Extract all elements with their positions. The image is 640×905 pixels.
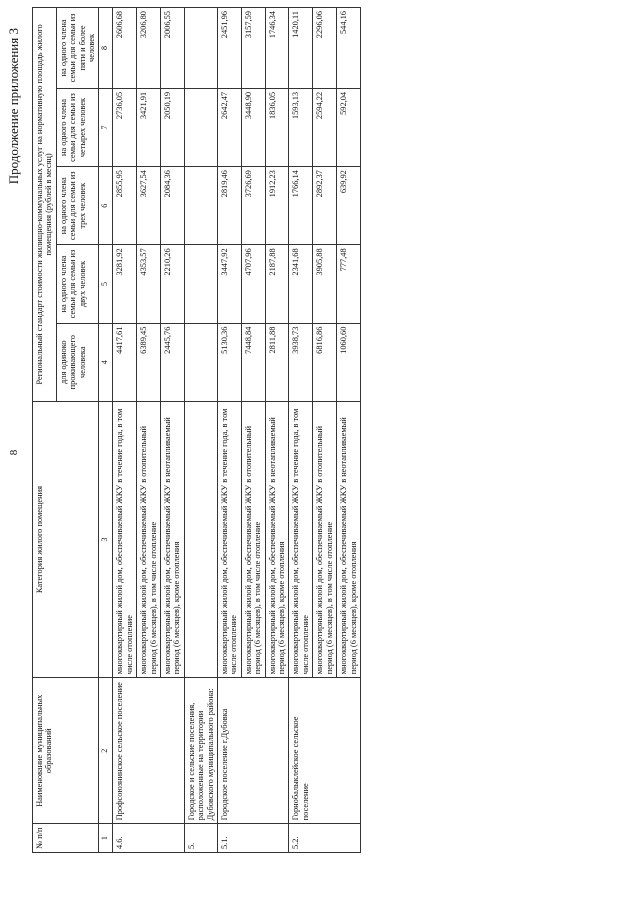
value-cell: 2341,68 xyxy=(289,245,313,323)
header-family-4: на одного члена семьи для семьи из четырех человек xyxy=(56,88,99,166)
value-cell: 3206,80 xyxy=(137,8,161,89)
category-cell: многоквартирный жилой дом, обеспечиваемый ЖКУ в течение года, в том числе отопление xyxy=(218,401,242,677)
value-cell: 1836,05 xyxy=(265,88,289,166)
header-category: Категория жилого помещения xyxy=(33,401,99,677)
value-cell: 639,92 xyxy=(337,167,361,245)
section-number: 5. xyxy=(184,824,217,853)
value-cell: 3905,88 xyxy=(313,245,337,323)
header-family-5: на одного члена семьи для семьи из пяти и более человек xyxy=(56,8,99,89)
section-title: Городское и сельские поселения, расположенные на территории Дубовского муниципального района: xyxy=(184,678,217,824)
value-cell: 5130,36 xyxy=(218,323,242,401)
column-index: 3 xyxy=(99,401,113,677)
value-cell: 544,16 xyxy=(337,8,361,89)
value-cell: 1060,60 xyxy=(337,323,361,401)
value-cell: 2296,06 xyxy=(313,8,337,89)
municipality-name: Профсоюзнинское сельское поселение xyxy=(113,678,184,824)
row-number: 5.1. xyxy=(218,824,289,853)
value-cell: 2811,88 xyxy=(265,323,289,401)
value-cell: 2084,36 xyxy=(161,167,185,245)
value-cell: 3938,73 xyxy=(289,323,313,401)
header-standard-group: Региональный стандарт стоимости жилищно-коммунальных услуг на нормативную площадь жилого помещения (рублей в месяц) xyxy=(33,8,57,402)
category-cell: многоквартирный жилой дом, обеспечиваемый ЖКУ в неотапливаемый период (6 месяцев), кроме отопления xyxy=(265,401,289,677)
value-cell: 7448,84 xyxy=(241,323,265,401)
table-row xyxy=(289,8,313,853)
value-cell: 2445,76 xyxy=(161,323,185,401)
value-cell: 2736,05 xyxy=(113,88,137,166)
value-cell: 3281,92 xyxy=(113,245,137,323)
value-cell: 6389,45 xyxy=(137,323,161,401)
header-num: № п/п xyxy=(33,824,99,853)
section-row xyxy=(184,8,217,853)
category-cell: многоквартирный жилой дом, обеспечиваемый ЖКУ в отопительный период (6 месяцев), в том числе отопление xyxy=(137,401,161,677)
value-cell: 2006,55 xyxy=(161,8,185,89)
municipality-name: Городское поселение г.Дубовка xyxy=(218,678,289,824)
value-cell: 1766,14 xyxy=(289,167,313,245)
value-cell: 2050,19 xyxy=(161,88,185,166)
value-cell: 2451,96 xyxy=(218,8,242,89)
value-cell: 1912,23 xyxy=(265,167,289,245)
regional-standard-table xyxy=(32,7,361,853)
category-cell: многоквартирный жилой дом, обеспечиваемый ЖКУ в течение года, в том числе отопление xyxy=(289,401,313,677)
value-cell: 2594,22 xyxy=(313,88,337,166)
value-cell: 1420,11 xyxy=(289,8,313,89)
value-cell: 3627,54 xyxy=(137,167,161,245)
value-cell: 4353,57 xyxy=(137,245,161,323)
value-cell: 3157,59 xyxy=(241,8,265,89)
column-index: 7 xyxy=(99,88,113,166)
value-cell: 777,48 xyxy=(337,245,361,323)
category-cell: многоквартирный жилой дом, обеспечиваемый ЖКУ в отопительный период (6 месяцев), в том числе отопление xyxy=(241,401,265,677)
value-cell: 592,04 xyxy=(337,88,361,166)
category-cell: многоквартирный жилой дом, обеспечиваемый ЖКУ в отопительный период (6 месяцев), в том числе отопление xyxy=(313,401,337,677)
page-number: 8 xyxy=(8,449,20,456)
value-cell: 3726,69 xyxy=(241,167,265,245)
column-index: 6 xyxy=(99,167,113,245)
value-cell: 3447,92 xyxy=(218,245,242,323)
appendix-note: Продолжение приложения 3 xyxy=(6,28,21,185)
value-cell: 2855,95 xyxy=(113,167,137,245)
municipality-name: Горнобалыклейское сельское поселение xyxy=(289,678,360,824)
value-cell: 2606,68 xyxy=(113,8,137,89)
row-number: 4.6. xyxy=(113,824,184,853)
category-cell: многоквартирный жилой дом, обеспечиваемый ЖКУ в неотапливаемый период (6 месяцев), кроме отопления xyxy=(337,401,361,677)
value-cell: 1746,34 xyxy=(265,8,289,89)
header-municipality: Наименование муниципальных образований xyxy=(33,678,99,824)
column-index: 1 xyxy=(99,824,113,853)
column-index: 8 xyxy=(99,8,113,89)
value-cell: 2892,37 xyxy=(313,167,337,245)
value-cell: 3448,90 xyxy=(241,88,265,166)
column-index: 4 xyxy=(99,323,113,401)
header-family-3: на одного члена семьи для семьи из трех человек xyxy=(56,167,99,245)
header-row-1 xyxy=(33,8,57,853)
table-row xyxy=(113,8,137,853)
value-cell: 2642,47 xyxy=(218,88,242,166)
value-cell: 2210,26 xyxy=(161,245,185,323)
value-cell: 2187,88 xyxy=(265,245,289,323)
column-index: 2 xyxy=(99,678,113,824)
header-family-2: на одного члена семьи для семьи из двух человек xyxy=(56,245,99,323)
row-number: 5.2. xyxy=(289,824,360,853)
value-cell: 4707,96 xyxy=(241,245,265,323)
table-row xyxy=(218,8,242,853)
column-index: 5 xyxy=(99,245,113,323)
value-cell: 2819,46 xyxy=(218,167,242,245)
value-cell: 1593,13 xyxy=(289,88,313,166)
category-cell: многоквартирный жилой дом, обеспечиваемый ЖКУ в неотапливаемый период (6 месяцев), кроме отопления xyxy=(161,401,185,677)
column-index-row xyxy=(99,8,113,853)
value-cell: 3421,91 xyxy=(137,88,161,166)
value-cell: 6816,86 xyxy=(313,323,337,401)
category-cell: многоквартирный жилой дом, обеспечиваемый ЖКУ в течение года, в том числе отопление xyxy=(113,401,137,677)
header-single: для одиноко проживающего человека xyxy=(56,323,99,401)
value-cell: 4417,61 xyxy=(113,323,137,401)
